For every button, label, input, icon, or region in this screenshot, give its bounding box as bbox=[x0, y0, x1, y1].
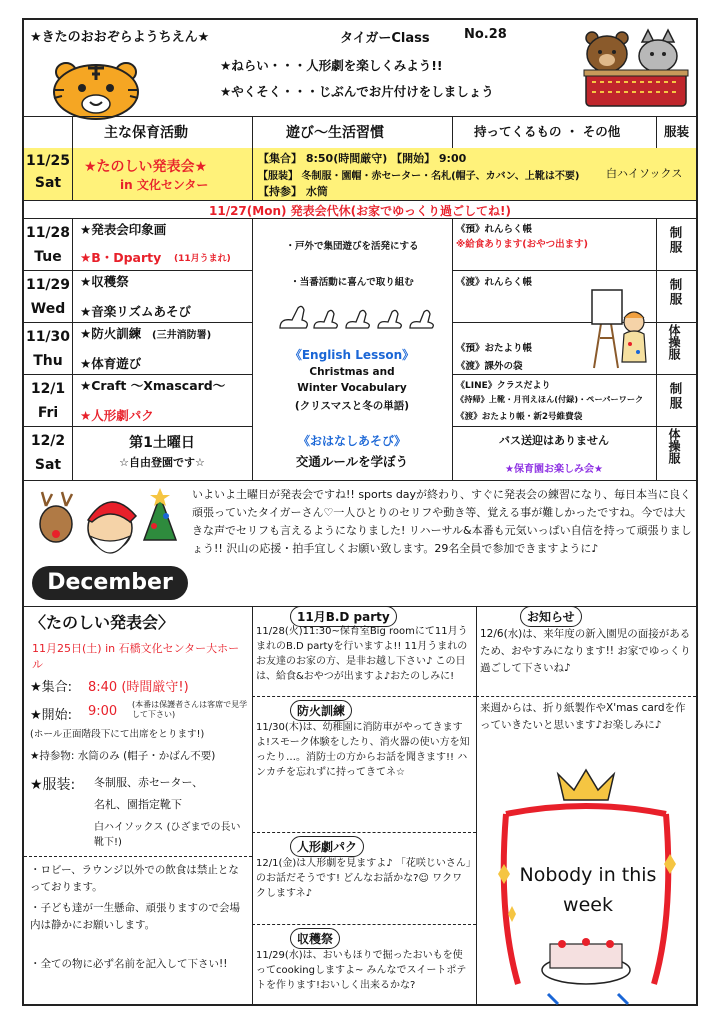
col-clothes: 服装 bbox=[664, 124, 690, 139]
day-activity: ★Craft ～Xmascard～ bbox=[80, 378, 226, 393]
day-activity: ★B・Dparty bbox=[80, 250, 162, 265]
recital-rule: ・ロビー、ラウンジ以外での飲食は禁止となっております。 bbox=[30, 864, 239, 893]
recital-clothes: 白ハイソックス (ひざまでの長い靴下!) bbox=[94, 822, 241, 848]
play-line-1: ・戸外で集団遊びを活発にする bbox=[285, 241, 419, 252]
day-activity: ★発表会印象画 bbox=[80, 222, 167, 237]
nobody-card-text: Nobody in this week bbox=[519, 864, 657, 916]
day-bring: 《渡》課外の袋 bbox=[456, 361, 523, 372]
painting-child-illustration bbox=[584, 282, 652, 370]
day-dow: Wed bbox=[30, 301, 66, 317]
day-bring: 《LINE》クラスだより bbox=[456, 381, 551, 391]
tiger-illustration bbox=[44, 58, 148, 120]
day-clothes: 制服 bbox=[668, 278, 683, 307]
class-name: タイガーClass bbox=[340, 31, 430, 46]
english-lesson-title: 《English Lesson》 bbox=[289, 348, 415, 362]
ducks-illustration bbox=[276, 298, 444, 334]
day-activity-note: (11月うまれ) bbox=[174, 254, 231, 264]
note-text: 12/1(金)は人形劇を見ますよ♪ 「花咲じいさん」のお話だそうです! どんなお話かな?☺ ワクワクしますネ♪ bbox=[256, 858, 471, 899]
note-title: 防火訓練 bbox=[290, 700, 352, 721]
day-bring: 《渡》れんらく帳 bbox=[456, 277, 533, 288]
english-line: Winter Vocabulary bbox=[297, 382, 407, 394]
day-dow: Thu bbox=[33, 353, 63, 369]
english-line: Christmas and bbox=[309, 366, 395, 378]
day-activity-note: (三井消防署) bbox=[152, 330, 212, 341]
note-title: 人形劇パク bbox=[290, 836, 364, 857]
day-dow: Fri bbox=[37, 405, 59, 421]
day-activity: ★人形劇パク bbox=[80, 408, 154, 423]
recital-rule: ・全ての物に必ず名前を記入して下さい!! bbox=[30, 958, 228, 970]
note-text: 11/29(水)は、おいもほりで掘ったおいもを使ってcookingしますよ~ みんなでスイートポテトを作ります!おいしく出来るかな? bbox=[256, 950, 467, 991]
recital-start-note: (本番は保護者さんは客席で見学して下さい) bbox=[132, 700, 248, 719]
day-date: 11/29 bbox=[25, 277, 71, 293]
event-dow: Sat bbox=[34, 175, 62, 191]
promise-text: ★やくそく・・・じぶんでお片付けをしましょう bbox=[220, 84, 494, 99]
recital-gather-label: ★集合: bbox=[30, 680, 73, 695]
recital-clothes: 冬制服、赤セーター、 bbox=[94, 776, 204, 789]
day-clothes: 体操服 bbox=[667, 428, 681, 464]
recital-start-time: 9:00 bbox=[88, 704, 118, 719]
school-name: ★きたのおおぞらようちえん★ bbox=[30, 30, 210, 45]
day-clothes: 体操服 bbox=[667, 324, 681, 360]
day-bring: 《預》れんらく帳 bbox=[456, 224, 533, 235]
recital-clothes: 名札、園指定靴下 bbox=[94, 798, 182, 811]
newsletter-frame bbox=[22, 18, 698, 1006]
substitute-holiday: 11/27(Mon) 発表会代休(お家でゆっくり過ごしてね!) bbox=[209, 204, 511, 218]
day-activity: ★収穫祭 bbox=[80, 274, 129, 289]
note-title: 11月B.D party bbox=[290, 606, 397, 627]
aim-text: ★ねらい・・・人形劇を楽しくみよう!! bbox=[220, 58, 443, 73]
event-title: ★たのしい発表会★ bbox=[84, 159, 208, 175]
next-week-text: 来週からは、折り紙製作やX'mas cardを作っていきたいと思います♪お楽しみに♪ bbox=[480, 702, 686, 731]
day-bring: ※給食あります(おやつ出ます) bbox=[456, 239, 588, 250]
day-date: 11/28 bbox=[25, 225, 71, 241]
december-label: December bbox=[32, 566, 188, 600]
event-bring: 【持参】 水筒 bbox=[258, 185, 328, 198]
col-bring: 持ってくるもの ・ その他 bbox=[474, 124, 621, 139]
bear-cat-kotatsu-illustration bbox=[582, 26, 690, 112]
recital-rule: ・子ども達が一生懸命、頑張りますので会場内は静かにお願いします。 bbox=[30, 902, 240, 931]
event-clothes: 【服装】 冬制服・園帽・赤セーター・名札(帽子、カバン、上靴は不要) bbox=[258, 171, 580, 182]
issue-number: No.28 bbox=[464, 27, 507, 42]
day-bring: バス送迎はありません bbox=[499, 434, 609, 447]
note-text: 11/28(火)11:30~保育室Big roomにて11月うまれのB.D partyを行いますよ!! 11月うまれのお友達のお家の方、是非お越し下さい♪ この日は、給食&おやつが出ますよ♪おたのしみに! bbox=[256, 626, 468, 682]
day-activity: ★体育遊び bbox=[80, 356, 142, 371]
day-bring: 《預》おたより帳 bbox=[456, 343, 533, 354]
notice-title: お知らせ bbox=[520, 606, 582, 627]
recital-bring: ★持参物: 水筒のみ (帽子・かばん不要) bbox=[30, 750, 216, 762]
day-activity: ★音楽リズムあそび bbox=[80, 304, 191, 319]
note-title: 収穫祭 bbox=[290, 928, 340, 949]
recital-clothes-label: ★服装: bbox=[30, 777, 76, 793]
day-bring: ★保育園お楽しみ会★ bbox=[505, 464, 603, 475]
day-activity: ☆自由登園です☆ bbox=[119, 456, 205, 469]
col-activity: 主な保育活動 bbox=[104, 125, 188, 141]
day-activity: ★防火訓練 bbox=[80, 326, 142, 341]
event-clothes-extra: 白ハイソックス bbox=[606, 167, 683, 180]
col-play: 遊び～生活習慣 bbox=[286, 125, 384, 141]
december-message: いよいよ土曜日が発表会ですね!! sports dayが終わり、すぐに発表会の練習になり、毎日本当に良く頑張っていたタイガーさん♡一人ひとりのセリフや動き等、覚える事が難しかったですね。今では大きな声でセリフも言えるようになりました! リハーサル&本番も元気いっぱい自信を持って頑張りましょう!! 沢山の応援・拍手宜しくお願い致します。29名全員で参加できますように♪ bbox=[192, 488, 692, 555]
day-dow: Tue bbox=[34, 249, 62, 265]
day-activity: 第1土曜日 bbox=[129, 435, 195, 451]
recital-gather-time: 8:40 (時間厳守!) bbox=[88, 680, 189, 695]
day-bring: 《渡》おたより帳・新2号維費袋 bbox=[456, 412, 583, 422]
day-date: 12/2 bbox=[30, 433, 66, 449]
event-date: 11/25 bbox=[25, 153, 71, 169]
note-text: 11/30(木)は、幼稚園に消防車がやってきますよ!スモーク体験をしたり、消火器の使い方を知ったり…。消防士の方からお話を聞きます!! ハンカチを忘れずに持ってきてネ☆ bbox=[256, 722, 470, 778]
english-line: (クリスマスと冬の単語) bbox=[294, 400, 410, 412]
notice-text: 12/6(水)は、来年度の新入園児の面接があるため、おやすみになります!! お家でゆっくり過ごして下さいね♪ bbox=[480, 628, 691, 674]
event-gather: 【集合】 8:50(時間厳守) 【開始】 9:00 bbox=[258, 152, 467, 165]
recital-start-label: ★開始: bbox=[30, 708, 73, 723]
recital-title: 〈たのしい発表会〉 bbox=[30, 613, 175, 632]
day-date: 12/1 bbox=[30, 381, 66, 397]
day-clothes: 制服 bbox=[668, 226, 683, 255]
day-date: 11/30 bbox=[25, 329, 71, 345]
day-dow: Sat bbox=[34, 457, 62, 473]
recital-when: 11月25日(土) in 石橋文化センター大ホール bbox=[32, 642, 240, 671]
story-text: 交通ルールを学ぼう bbox=[295, 454, 409, 469]
day-clothes: 制服 bbox=[668, 382, 683, 411]
recital-start-note-2: (ホール正面階段下にて出席をとります!) bbox=[30, 729, 205, 740]
event-place: in 文化センター bbox=[120, 178, 209, 192]
play-line-2: ・当番活動に喜んで取り組む bbox=[290, 277, 414, 288]
story-title: 《おはなしあそび》 bbox=[297, 434, 407, 448]
day-bring: 《持帰》上靴・月刊えほん(付録)・ペーパーワーク bbox=[456, 394, 644, 404]
